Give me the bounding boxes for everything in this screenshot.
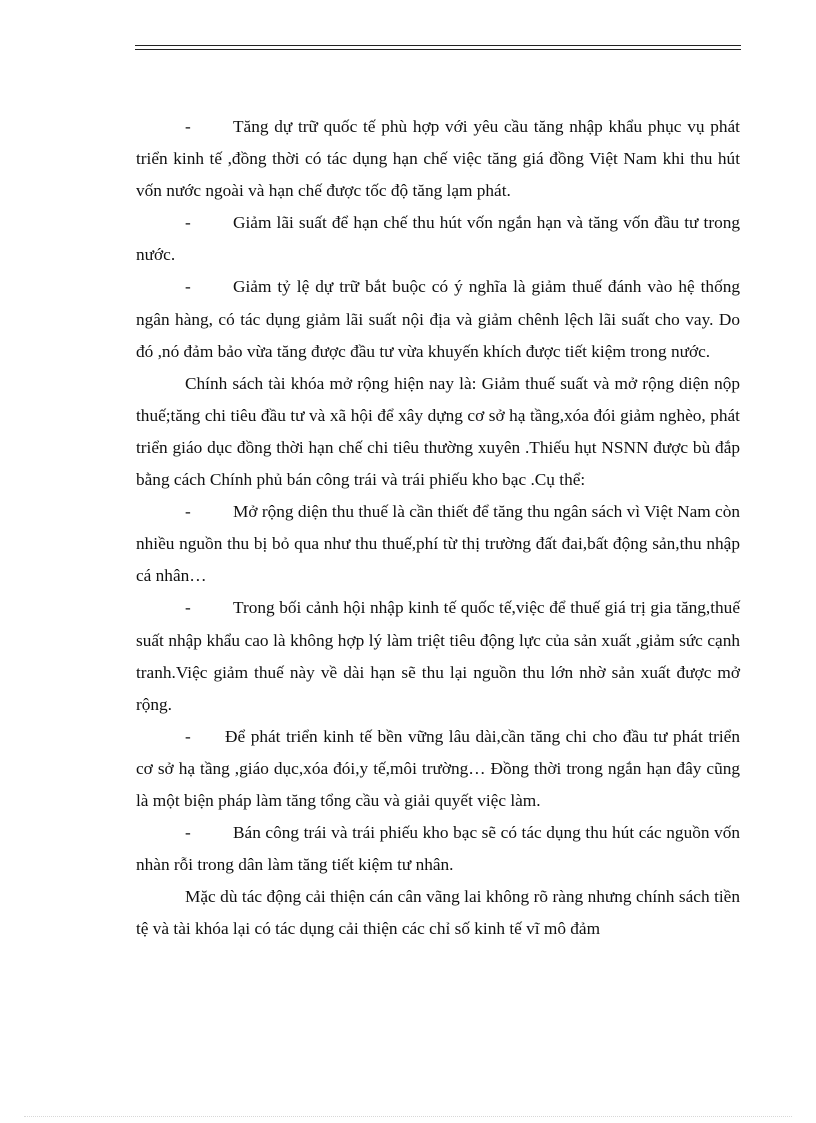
paragraph-bullet-bonds bbox=[136, 817, 740, 881]
footer-dotted-rule bbox=[24, 1116, 792, 1117]
bullet-marker: - bbox=[185, 598, 191, 618]
bullet-marker: - bbox=[185, 117, 191, 136]
paragraph-fiscal-policy bbox=[136, 368, 740, 496]
document-body bbox=[136, 111, 740, 945]
paragraph-text: Mở rộng diện thu thuế là cần thiết để tăng thu ngân sách vì Việt Nam còn nhiều nguồn thu bị bỏ qua như thu thuế,phí từ thị trường đất đai,bất động sản,thu nhập cá nhân… bbox=[136, 502, 740, 586]
bullet-marker: - bbox=[185, 502, 191, 522]
paragraph-text: Chính sách tài khóa mở rộng hiện nay là: Giảm thuế suất và mở rộng diện nộp thuế;tăng chi tiêu đầu tư và xã hội để xây dựng cơ sở hạ tầng,xóa đói giảm nghèo, phát triển giáo dục đồng thời hạn chế chi tiêu thường xuyên .Thiếu hụt NSNN được bù đắp bằng cách Chính phủ bán công trái và trái phiếu kho bạc .Cụ thể: bbox=[136, 373, 740, 490]
bullet-marker: - bbox=[185, 726, 191, 746]
paragraph-text: Trong bối cảnh hội nhập kinh tế quốc tế,việc để thuế giá trị gia tăng,thuế suất nhập khẩu cao là không hợp lý làm triệt tiêu động lực của sản xuất ,giảm sức cạnh tranh.Việc giảm thuế này về dài hạn sẽ thu lại nguồn thu lớn nhờ sản xuất được mở rộng. bbox=[136, 598, 740, 714]
paragraph-conclusion bbox=[136, 881, 740, 945]
header-rule bbox=[135, 45, 741, 50]
bullet-marker: - bbox=[185, 213, 191, 233]
paragraph-text: Giảm tỷ lệ dự trữ bắt buộc có ý nghĩa là giảm thuế đánh vào hệ thống ngân hàng, có tác dụng giảm lãi suất nội địa và giảm chênh lệch lãi suất cho vay. Do đó ,nó đảm bảo vừa tăng được đầu tư vừa khuyến khích được tiết kiệm trong nước. bbox=[136, 277, 740, 361]
bullet-marker: - bbox=[185, 277, 191, 297]
bullet-marker: - bbox=[185, 823, 191, 843]
paragraph-text: Tăng dự trữ quốc tế phù hợp với yêu cầu tăng nhập khẩu phục vụ phát triển kinh tế ,đồng thời có tác dụng hạn chế việc tăng giá đồng Việt Nam khi thu hút vốn nước ngoài và hạn chế được tốc độ tăng lạm phát. bbox=[136, 117, 740, 201]
header-rule-line-top bbox=[135, 45, 741, 46]
paragraph-bullet-infrastructure bbox=[136, 721, 740, 817]
paragraph-bullet-vat bbox=[136, 592, 740, 720]
paragraph-bullet-interest-rate bbox=[136, 207, 740, 271]
paragraph-text: Để phát triển kinh tế bền vững lâu dài,cần tăng chi cho đầu tư phát triển cơ sở hạ tầng ,giáo dục,xóa đói,y tế,môi trường… Đồng thời trong ngắn hạn đây cũng là một biện pháp làm tăng tổng cầu và giải quyết việc làm. bbox=[136, 726, 740, 810]
header-rule-line-bottom bbox=[135, 49, 741, 50]
paragraph-bullet-reserves bbox=[136, 111, 740, 207]
paragraph-text: Bán công trái và trái phiếu kho bạc sẽ có tác dụng thu hút các nguồn vốn nhàn rỗi trong dân làm tăng tiết kiệm tư nhân. bbox=[136, 823, 740, 875]
paragraph-bullet-tax-base bbox=[136, 496, 740, 592]
paragraph-bullet-reserve-ratio bbox=[136, 271, 740, 367]
paragraph-text: Giảm lãi suất để hạn chế thu hút vốn ngắn hạn và tăng vốn đầu tư trong nước. bbox=[136, 213, 740, 265]
paragraph-text: Mặc dù tác động cải thiện cán cân vãng lai không rõ ràng nhưng chính sách tiền tệ và tài khóa lại có tác dụng cải thiện các chỉ số kinh tế vĩ mô đảm bbox=[136, 887, 740, 939]
